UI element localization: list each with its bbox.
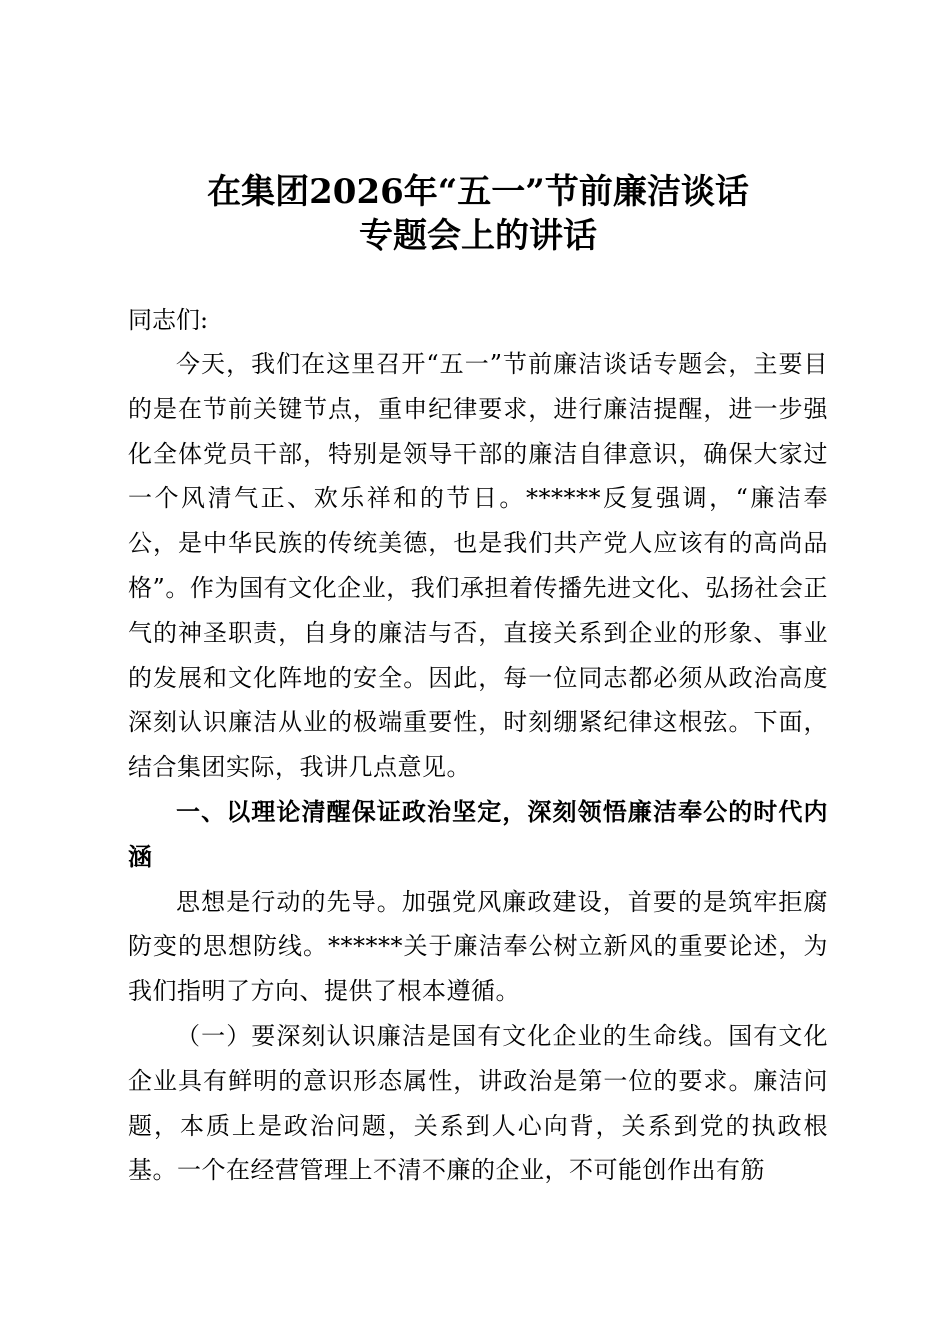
- document-title: [128, 170, 828, 258]
- title-line-2: 专题会上的讲话: [359, 216, 597, 256]
- salutation: 同志们:: [128, 306, 209, 334]
- subsection-1-body: 国有文化企业具有鲜明的意识形态属性，讲政治是第一位的要求。廉洁问题，本质上是政治问题，关系到人心向背，关系到党的执政根基。一个在经营管理上不清不廉的企业，不可能创作出有筋: [128, 1021, 829, 1185]
- section-heading-1: 一、以理论清醒保证政治坚定，深刻领悟廉洁奉公的时代内涵: [128, 796, 828, 871]
- title-line-1: 在集团2026年“五一”节前廉洁谈话: [207, 172, 749, 212]
- paragraph-intro: 今天，我们在这里召开“五一”节前廉洁谈话专题会，主要目的是在节前关键节点，重申纪律要求，进行廉洁提醒，进一步强化全体党员干部，特别是领导干部的廉洁自律意识，确保大家过一个风清气正、欢乐祥和的节日。******反复强调，“廉洁奉公，是中华民族的传统美德，也是我们共产党人应该有的高尚品格”。作为国有文化企业，我们承担着传播先进文化、弘扬社会正气的神圣职责，自身的廉洁与否，直接关系到企业的形象、事业的发展和文化阵地的安全。因此，每一位同志都必须从政治高度深刻认识廉洁从业的极端重要性，时刻绷紧纪律这根弦。下面，结合集团实际，我讲几点意见。: [128, 350, 828, 782]
- subsection-1-lead: （一）要深刻认识廉洁是国有文化企业的生命线。: [176, 1021, 729, 1050]
- document-page: [128, 170, 828, 1193]
- paragraph-section1-intro: 思想是行动的先导。加强党风廉政建设，首要的是筑牢拒腐防变的思想防线。******关于廉洁奉公树立新风的重要论述，为我们指明了方向、提供了根本遵循。: [128, 887, 828, 1006]
- paragraph-subsection-1: [128, 1014, 828, 1193]
